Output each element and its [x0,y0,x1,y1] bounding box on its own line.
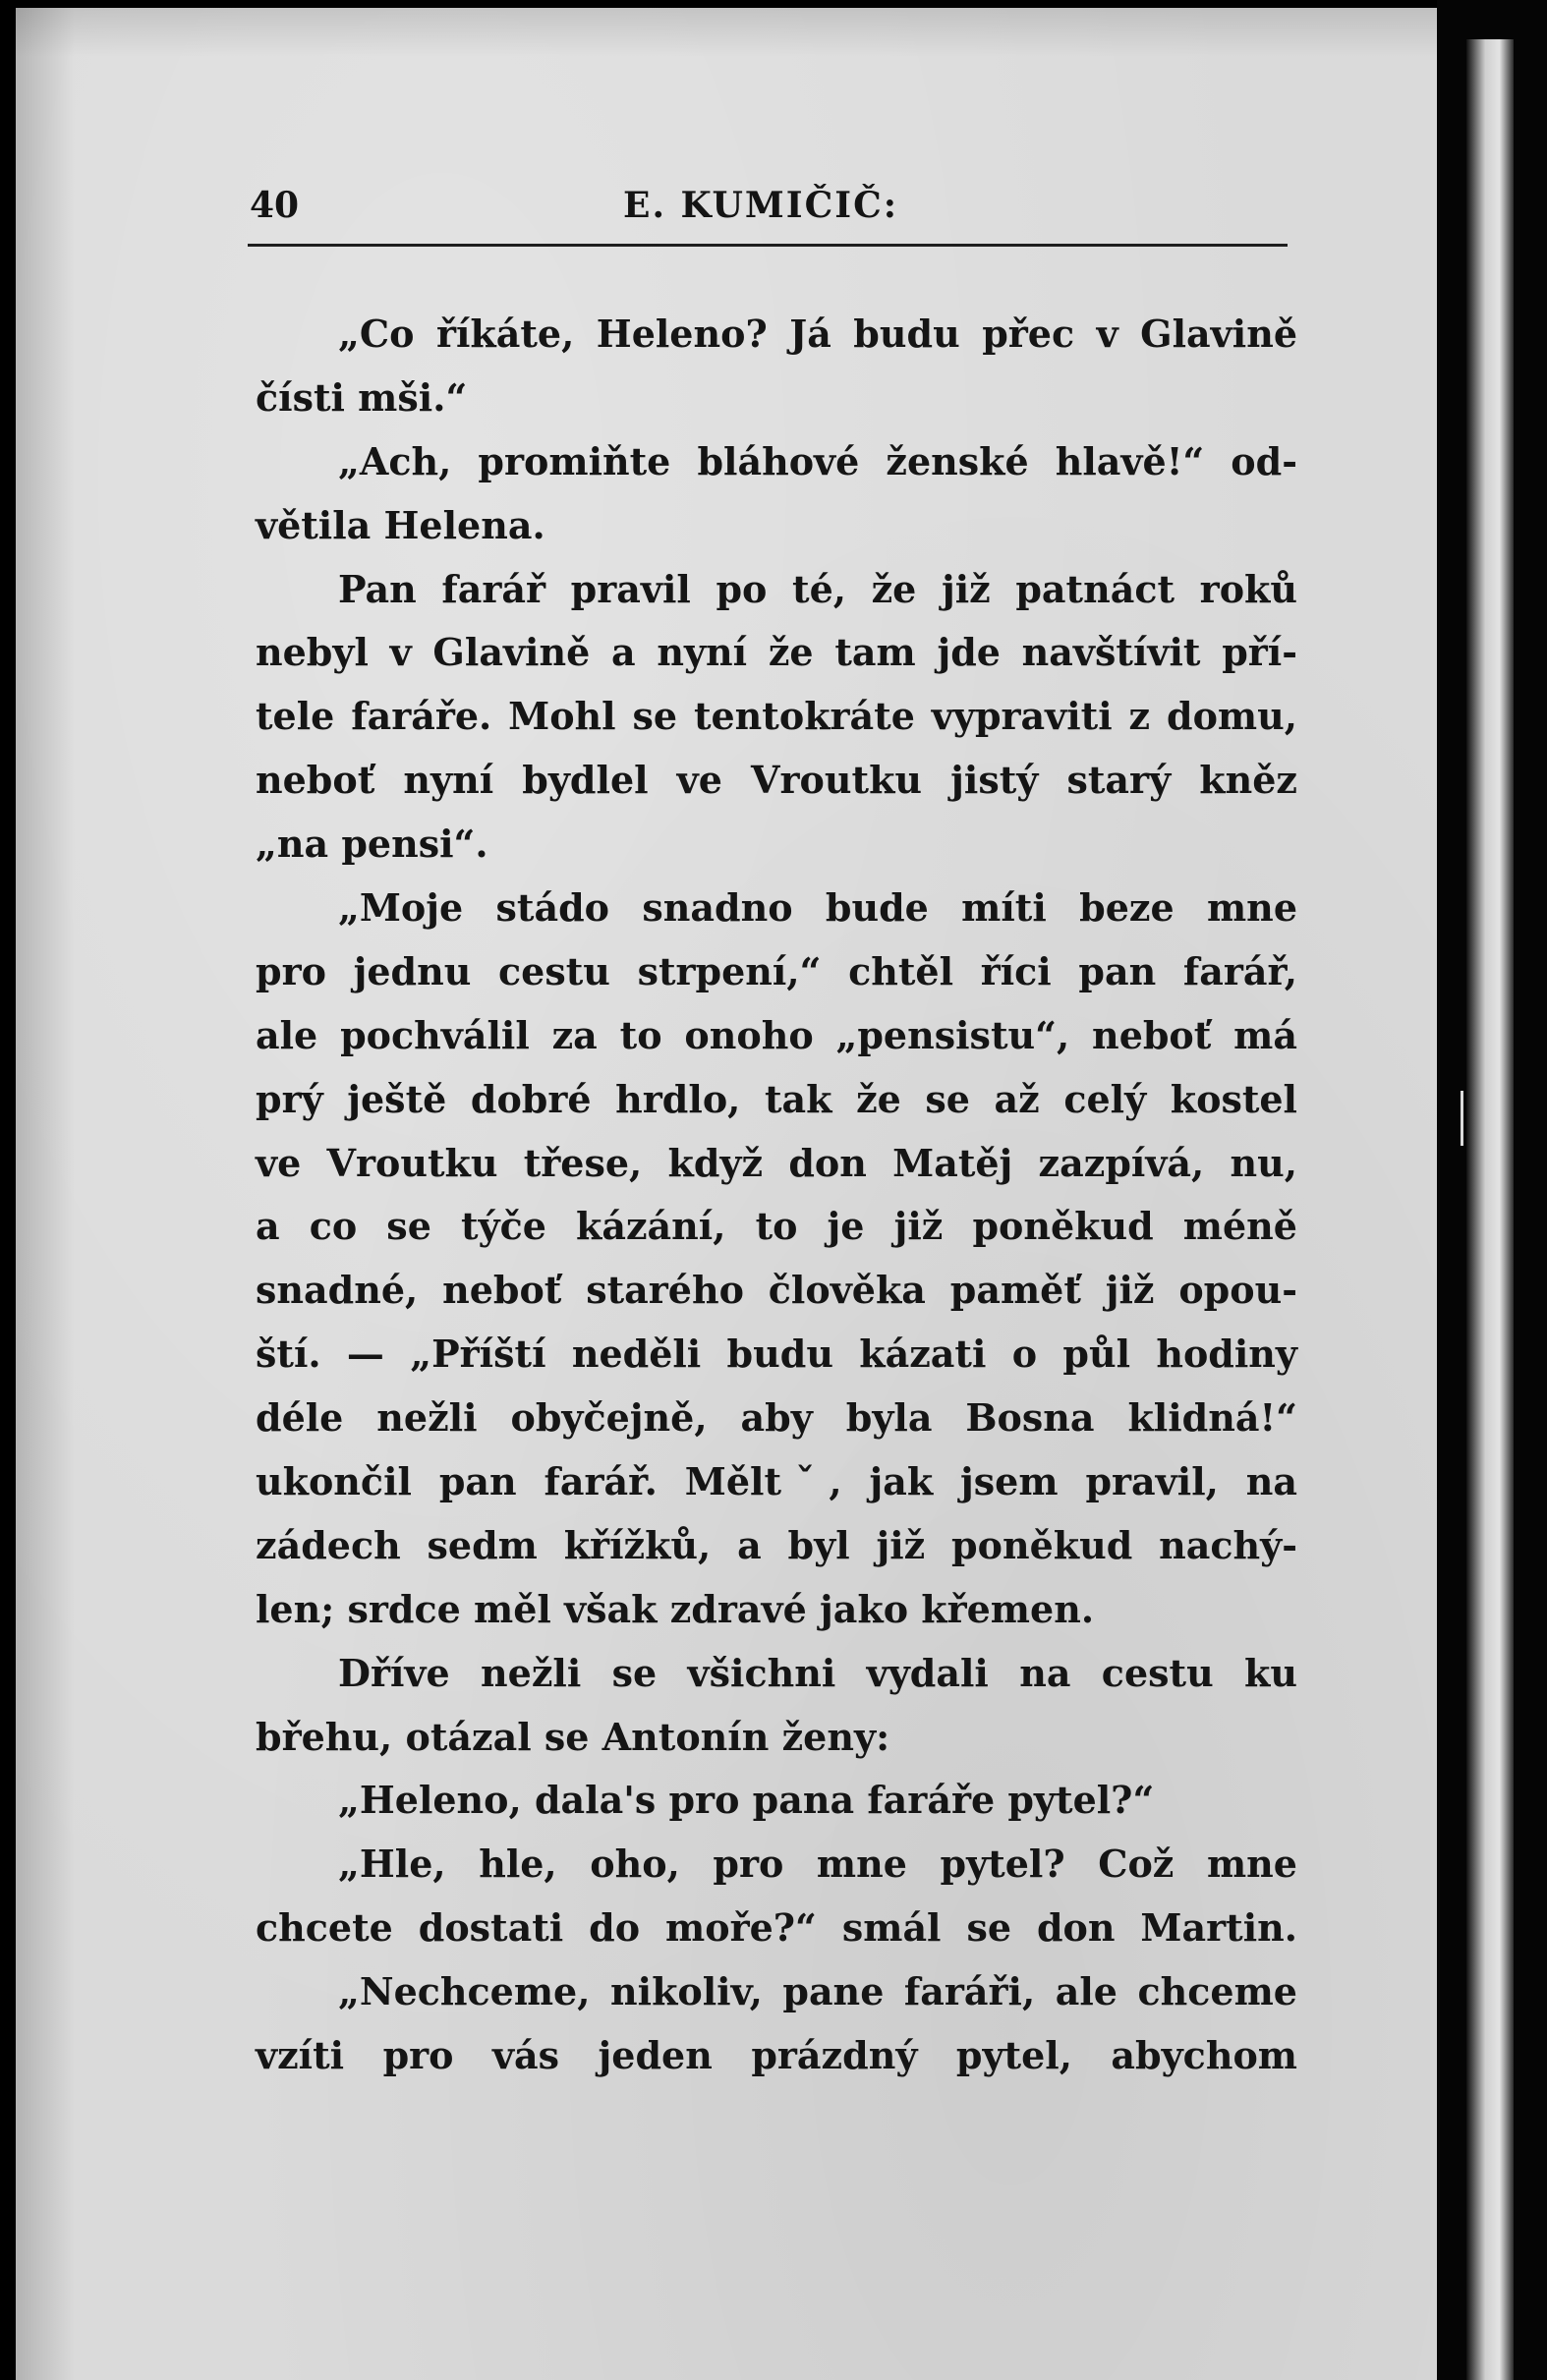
text-line: chcete dostati do moře?“ smál se don Martin. [256,1905,1297,1951]
text-line: „Nechceme, nikoliv, pane faráři, ale chceme [338,1969,1297,2014]
body-text [256,303,1297,2088]
text-line: tele faráře. Mohl se tentokráte vypraviti z domu, [256,694,1297,739]
text-line: ukončil pan farář. Měltˇ, jak jsem pravil, na [256,1459,1297,1504]
text-line: větila Helena. [256,502,545,547]
next-page-edge [1466,39,1514,2380]
text-line: „Heleno, dala's pro pana faráře pytel?“ [338,1778,1155,1823]
text-line: déle nežli obyčejně, aby byla Bosna klidná!“ [256,1395,1297,1441]
page-top-shadow [16,8,1437,57]
page-edge-shadow [16,8,75,2380]
running-head: E. KUMIČIČ: [623,185,899,226]
header-rule [248,244,1288,247]
text-line: „na pensi“. [256,822,488,867]
text-line: len; srdce měl však zdravé jako křemen. [256,1586,1095,1631]
text-line: břehu, otázal se Antonín ženy: [256,1714,890,1759]
text-line: ve Vroutku třese, když don Matěj zazpívá, nu, [256,1140,1297,1185]
text-line: „Co říkáte, Heleno? Já budu přec v Glavině [338,312,1297,356]
page-number: 40 [250,185,300,226]
text-line: prý ještě dobré hrdlo, tak že se až celý kostel [256,1076,1297,1121]
text-line: ale pochválil za to onoho „pensistu“, neboť má [256,1012,1297,1057]
text-line: zádech sedm křížků, a byl již poněkud nachý- [256,1522,1297,1567]
text-line: Dříve nežli se všichni vydali na cestu ku [338,1650,1297,1695]
text-line: snadné, neboť starého člověka paměť již opou- [256,1268,1297,1313]
text-line: ští. — „Příští neděli budu kázati o půl hodiny [256,1332,1297,1377]
text-line: pro jednu cestu strpení,“ chtěl říci pan farář, [256,948,1297,993]
text-line: vzíti pro vás jeden prázdný pytel, abychom [256,2033,1297,2078]
text-line: Pan farář pravil po té, že již patnáct roků [338,566,1297,611]
text-line: „Moje stádo snadno bude míti beze mne [338,885,1297,931]
text-line: a co se týče kázání, to je již poněkud méně [256,1204,1297,1249]
binding-mark [1461,1091,1463,1146]
text-line: neboť nyní bydlel ve Vroutku jistý starý kněz [256,758,1297,803]
page-header [250,177,1284,238]
text-line: nebyl v Glavině a nyní že tam jde navštívit pří- [256,630,1297,675]
text-line: „Ach, promiňte bláhové ženské hlavě!“ od- [338,438,1297,483]
text-line: čísti mši.“ [256,374,468,420]
text-line: „Hle, hle, oho, pro mne pytel? Což mne [338,1842,1297,1887]
